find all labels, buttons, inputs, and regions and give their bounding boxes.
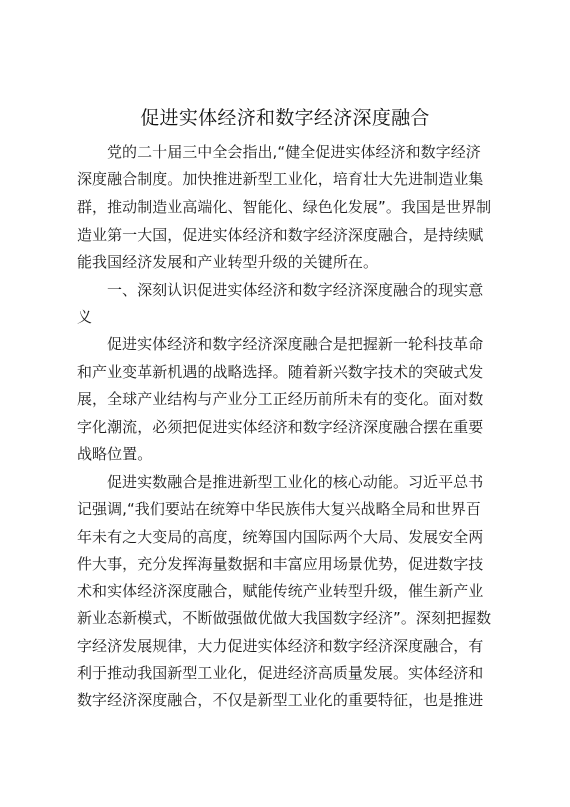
section-heading-line-1: 一、深刻认识促进实体经济和数字经济深度融合的现实意 [107,281,484,299]
text-line-17: 术和实体经济深度融合，赋能传统产业转型升级，催生新产业 [77,582,484,600]
text-line-19: 字经济发展规律，大力促进实体经济和数字经济深度融合，有 [77,637,484,655]
text-line-20: 利于推动我国新型工业化，促进经济高质量发展。实体经济和 [77,664,484,682]
text-line-4: 造业第一大国，促进实体经济和数字经济深度融合，是持续赋 [77,226,484,244]
section-heading-line-2: 义 [77,308,93,326]
text-line-2: 深度融合制度。加快推进新型工业化，培育壮大先进制造业集 [77,170,484,188]
text-line-12: 战略位置。 [77,445,153,463]
page-title: 促进实体经济和数字经济深度融合 [140,107,430,129]
text-line-5: 能我国经济发展和产业转型升级的关键所在。 [77,253,379,271]
text-line-8: 促进实体经济和数字经济深度融合是把握新一轮科技革命 [107,335,484,353]
text-line-11: 字化潮流，必须把促进实体经济和数字经济深度融合摆在重要 [77,418,484,436]
text-line-14: 记强调,“我们要站在统筹中华民族伟大复兴战略全局和世界百 [77,500,481,518]
text-line-10: 展，全球产业结构与产业分工正经历前所未有的变化。面对数 [77,390,484,408]
text-line-9: 和产业变革新机遇的战略选择。随着新兴数字技术的突破式发 [77,363,484,381]
text-line-1: 党的二十届三中全会指出,“健全促进实体经济和数字经济 [107,143,481,161]
text-line-18: 新业态新模式，不断做强做优做大我国数字经济”。深刻把握数 [77,609,492,627]
text-line-13: 促进实数融合是推进新型工业化的核心动能。习近平总书 [107,473,484,491]
text-line-21: 数字经济深度融合，不仅是新型工业化的重要特征，也是推进 [77,691,484,709]
text-line-15: 年未有之大变局的高度，统筹国内国际两个大局、发展安全两 [77,528,484,546]
text-line-16: 件大事，充分发挥海量数据和丰富应用场景优势，促进数字技 [77,555,484,573]
text-line-3: 群，推动制造业高端化、智能化、绿色化发展”。我国是世界制 [77,198,492,216]
